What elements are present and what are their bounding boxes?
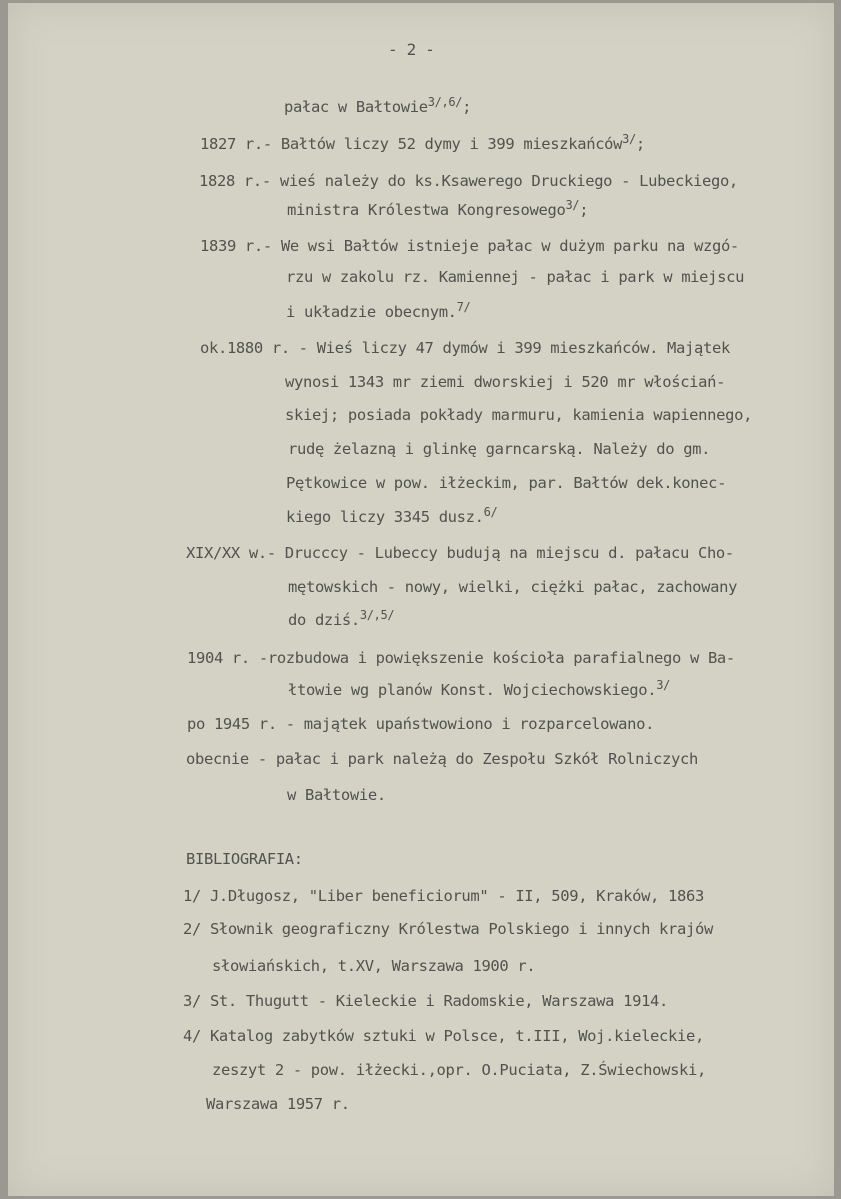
chronology-line	[288, 580, 737, 596]
bibliography-heading: BIBLIOGRAFIA:	[186, 850, 303, 868]
chronology-text: 1839 r.- We wsi Bałtów istnieje pałac w dużym parku na wzgó-	[200, 237, 739, 255]
footnote-ref: 3/	[565, 198, 580, 212]
bibliography-line	[183, 1029, 704, 1045]
chronology-text: 1904 r. -rozbudowa i powiększenie kościoła parafialnego w Ba-	[187, 649, 735, 667]
chronology-text: kiego liczy 3345 dusz.	[286, 508, 484, 526]
chronology-text: wynosi 1343 mr ziemi dworskiej i 520 mr włościań-	[285, 373, 726, 391]
chronology-text: obecnie - pałac i park należą do Zespołu Szkół Rolniczych	[186, 750, 698, 768]
chronology-line	[288, 608, 395, 629]
chronology-line	[186, 546, 734, 562]
chronology-line	[187, 651, 735, 667]
footnote-ref: 3/,5/	[359, 608, 395, 622]
chronology-line	[200, 132, 645, 153]
chronology-text: i układzie obecnym.	[286, 303, 457, 321]
chronology-text: ministra Królestwa Kongresowego	[287, 201, 566, 219]
bibliography-text: zeszyt 2 - pow. iłżecki.,opr. O.Puciata, Z.Świechowski,	[212, 1061, 706, 1079]
chronology-line	[285, 375, 725, 391]
chronology-line	[286, 300, 471, 321]
bibliography-line	[183, 994, 668, 1010]
chronology-text: pałac w Bałtowie	[284, 98, 428, 116]
bibliography-text: Warszawa 1957 r.	[206, 1095, 350, 1113]
bibliography-line	[183, 889, 704, 905]
chronology-line	[284, 95, 472, 116]
footnote-ref: 3/	[622, 132, 636, 146]
footnote-ref: 3/	[656, 678, 671, 692]
chronology-text: w Bałtowie.	[287, 786, 386, 804]
bibliography-text: 4/ Katalog zabytków sztuki w Polsce, t.III, Woj.kieleckie,	[183, 1027, 704, 1045]
chronology-line	[187, 717, 654, 733]
chronology-text: po 1945 r. - majątek upaństwowiono i rozparcelowano.	[187, 715, 655, 733]
bibliography-line	[212, 959, 535, 975]
bibliography-text: słowiańskich, t.XV, Warszawa 1900 r.	[212, 957, 536, 975]
bibliography-text: 2/ Słownik geograficzny Królestwa Polskiego i innych krajów	[183, 920, 713, 938]
chronology-line	[285, 408, 752, 424]
bibliography-text: 1/ J.Długosz, "Liber beneficiorum" - II, 509, Kraków, 1863	[183, 887, 704, 905]
chronology-text: XIX/XX w.- Drucccy - Lubeccy budują na miejscu d. pałacu Cho-	[186, 544, 734, 562]
chronology-line	[288, 678, 671, 699]
chronology-line	[200, 341, 730, 357]
chronology-text: skiej; posiada pokłady marmuru, kamienia wapiennego,	[285, 406, 753, 424]
chronology-text: ok.1880 r. - Wieś liczy 47 dymów i 399 mieszkańców. Majątek	[200, 339, 730, 357]
bibliography-line	[206, 1097, 350, 1113]
page-number: - 2 -	[388, 40, 435, 59]
footnote-ref: 6/	[483, 505, 498, 519]
chronology-text: rzu w zakolu rz. Kamiennej - pałac i park w miejscu	[286, 268, 745, 286]
chronology-line	[287, 788, 386, 804]
chronology-text: łtowie wg planów Konst. Wojciechowskiego.	[288, 681, 657, 699]
chronology-line	[199, 174, 738, 190]
chronology-line	[200, 239, 739, 255]
chronology-line	[287, 198, 589, 219]
line-punctuation: ;	[462, 98, 472, 116]
bibliography-line	[212, 1063, 706, 1079]
chronology-text: mętowskich - nowy, wielki, ciężki pałac, zachowany	[288, 578, 738, 596]
chronology-text: 1828 r.- wieś należy do ks.Ksawerego Druckiego - Lubeckiego,	[199, 172, 738, 190]
chronology-text: rudę żelazną i glinkę garncarską. Należy do gm.	[288, 440, 711, 458]
chronology-text: do dziś.	[288, 611, 360, 629]
footnote-ref: 3/,6/	[427, 95, 463, 109]
line-punctuation: ;	[635, 135, 645, 153]
chronology-line	[286, 476, 726, 492]
bibliography-text: 3/ St. Thugutt - Kieleckie i Radomskie, Warszawa 1914.	[183, 992, 669, 1010]
bibliography-line	[183, 922, 713, 938]
chronology-line	[186, 752, 698, 768]
chronology-text: 1827 r.- Bałtów liczy 52 dymy i 399 mieszkańców	[200, 135, 623, 153]
chronology-line	[286, 270, 744, 286]
chronology-line	[288, 442, 710, 458]
chronology-line	[286, 505, 498, 526]
footnote-ref: 7/	[456, 300, 471, 314]
chronology-text: Pętkowice w pow. iłżeckim, par. Bałtów dek.konec-	[286, 474, 727, 492]
line-punctuation: ;	[579, 201, 589, 219]
